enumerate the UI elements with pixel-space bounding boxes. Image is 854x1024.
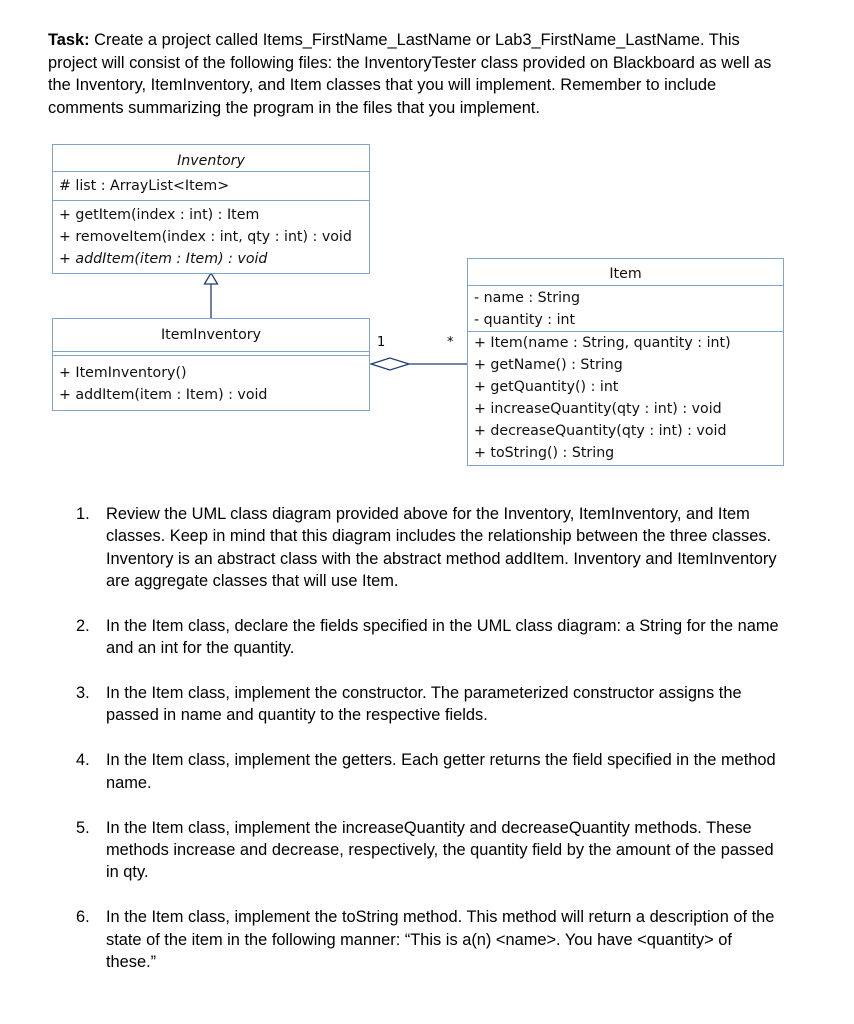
inventory-class-name: Inventory bbox=[177, 153, 245, 169]
instruction-item bbox=[76, 682, 786, 727]
task-description bbox=[48, 29, 793, 119]
instruction-number: 6. bbox=[76, 908, 90, 927]
instruction-item bbox=[76, 503, 786, 592]
item-methods bbox=[468, 331, 783, 465]
item-method: + getQuantity() : int bbox=[474, 379, 619, 395]
iteminventory-class-box bbox=[52, 318, 370, 411]
item-class-name: Item bbox=[609, 266, 642, 282]
item-method: + decreaseQuantity(qty : int) : void bbox=[474, 423, 727, 439]
instruction-number: 2. bbox=[76, 616, 90, 635]
instruction-item bbox=[76, 615, 786, 660]
iteminventory-class-header bbox=[53, 319, 369, 351]
item-method: + increaseQuantity(qty : int) : void bbox=[474, 401, 722, 417]
instruction-list bbox=[76, 503, 786, 996]
inventory-methods bbox=[53, 200, 369, 273]
multiplicity-many: * bbox=[447, 335, 454, 350]
inventory-field: # list : ArrayList<Item> bbox=[59, 178, 230, 194]
task-text: Create a project called Items_FirstName_LastName or Lab3_FirstName_LastName. This project will consist of the following files: the InventoryTester class provided on Blackboard as well as the Inventory, ItemInventory, and Item classes that you will implement. Remember to include comments summarizing the program in the files that you implement. bbox=[48, 31, 772, 117]
inventory-class-box bbox=[52, 144, 370, 274]
instruction-number: 4. bbox=[76, 751, 90, 770]
instruction-text: In the Item class, implement the getters. Each getter returns the field specified in the method name. bbox=[106, 751, 776, 792]
inventory-method: + getItem(index : int) : Item bbox=[59, 207, 260, 223]
iteminventory-method: + ItemInventory() bbox=[59, 365, 187, 381]
iteminventory-methods bbox=[53, 355, 369, 410]
item-method: + Item(name : String, quantity : int) bbox=[474, 335, 731, 351]
item-fields bbox=[468, 285, 783, 331]
inventory-method: + removeItem(index : int, qty : int) : void bbox=[59, 229, 352, 245]
instruction-item bbox=[76, 749, 786, 794]
instruction-item bbox=[76, 817, 786, 884]
instruction-item bbox=[76, 906, 786, 973]
instruction-text: Review the UML class diagram provided above for the Inventory, ItemInventory, and Item classes. Keep in mind that this diagram includes the relationship between the three classes. Inventory is an abstract class with the abstract method addItem. Inventory and ItemInventory are aggregate classes that will use Item. bbox=[106, 505, 777, 590]
item-class-header bbox=[468, 259, 783, 285]
instruction-text: In the Item class, implement the toString method. This method will return a description of the state of the item in the following manner: “This is a(n) <name>. You have <quantity> of these.” bbox=[106, 908, 775, 971]
item-class-box bbox=[467, 258, 784, 466]
item-method: + toString() : String bbox=[474, 445, 615, 461]
instruction-number: 3. bbox=[76, 684, 90, 703]
instruction-number: 1. bbox=[76, 505, 90, 523]
inheritance-arrowhead-icon bbox=[205, 273, 218, 284]
iteminventory-method: + addItem(item : Item) : void bbox=[59, 387, 268, 403]
item-method: + getName() : String bbox=[474, 357, 623, 373]
inventory-abstract-method: + addItem(item : Item) : void bbox=[59, 251, 268, 267]
instruction-text: In the Item class, declare the fields specified in the UML class diagram: a String for the name and an int for the quantity. bbox=[106, 616, 779, 658]
item-field: - quantity : int bbox=[474, 312, 576, 328]
instruction-text: In the Item class, implement the increaseQuantity and decreaseQuantity methods. These methods increase and decrease, respectively, the quantity field by the amount of the passed in qty. bbox=[106, 818, 774, 882]
inventory-fields bbox=[53, 171, 369, 200]
inventory-class-header bbox=[53, 145, 369, 171]
instruction-number: 5. bbox=[76, 818, 90, 837]
task-label: Task: bbox=[48, 31, 90, 49]
item-field: - name : String bbox=[474, 290, 581, 306]
instruction-text: In the Item class, implement the constructor. The parameterized constructor assigns the passed in name and quantity to the respective fields. bbox=[106, 684, 742, 725]
multiplicity-one: 1 bbox=[377, 335, 386, 350]
iteminventory-class-name: ItemInventory bbox=[160, 327, 262, 343]
aggregation-diamond-icon bbox=[371, 358, 409, 370]
